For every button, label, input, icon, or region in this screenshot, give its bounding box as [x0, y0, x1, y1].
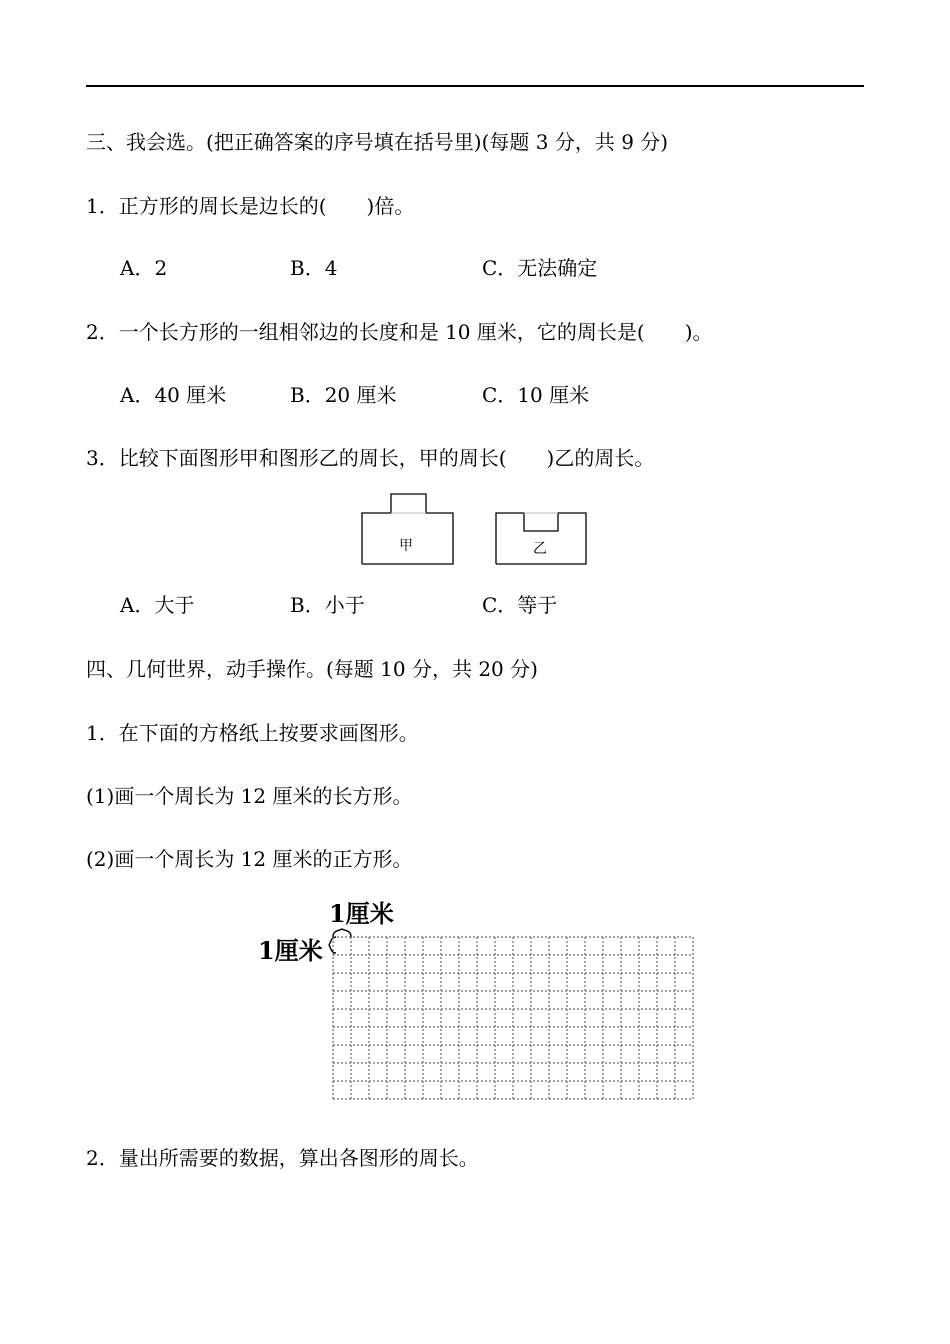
q3-option-a: A．大于 — [120, 593, 195, 617]
q2-option-a: A．40 厘米 — [120, 383, 227, 407]
q3-option-b: B．小于 — [290, 593, 365, 617]
grid-lines — [333, 937, 693, 1099]
s4-q1-sub2: (2)画一个周长为 12 厘米的正方形。 — [86, 847, 413, 871]
q3-option-c: C．等于 — [482, 593, 558, 617]
section4-heading: 四、几何世界，动手操作。(每题 10 分，共 20 分) — [86, 657, 538, 681]
q2-text: 2．一个长方形的一组相邻边的长度和是 10 厘米，它的周长是( )。 — [86, 320, 713, 344]
q2-option-b: B．20 厘米 — [290, 383, 397, 407]
section3-heading: 三、我会选。(把正确答案的序号填在括号里)(每题 3 分，共 9 分) — [86, 130, 669, 154]
s4-q1-sub1: (1)画一个周长为 12 厘米的长方形。 — [86, 784, 413, 808]
grid-unit-label-top: 1厘米 — [329, 899, 394, 928]
q1-text: 1．正方形的周长是边长的( )倍。 — [86, 194, 415, 218]
q2-option-c: C．10 厘米 — [482, 383, 590, 407]
grid-unit-label-left: 1厘米 — [258, 936, 323, 965]
q3-text: 3．比较下面图形甲和图形乙的周长，甲的周长( )乙的周长。 — [86, 446, 655, 470]
q1-option-b: B．4 — [290, 256, 338, 280]
q1-option-a: A．2 — [120, 256, 168, 280]
s4-q2-text: 2．量出所需要的数据，算出各图形的周长。 — [86, 1146, 479, 1170]
s4-q1-text: 1．在下面的方格纸上按要求画图形。 — [86, 721, 419, 745]
q1-option-c: C．无法确定 — [482, 256, 598, 280]
grid-brace-top — [333, 929, 351, 937]
figure-yi-label: 乙 — [533, 541, 547, 557]
figure-jia-label: 甲 — [399, 538, 413, 554]
